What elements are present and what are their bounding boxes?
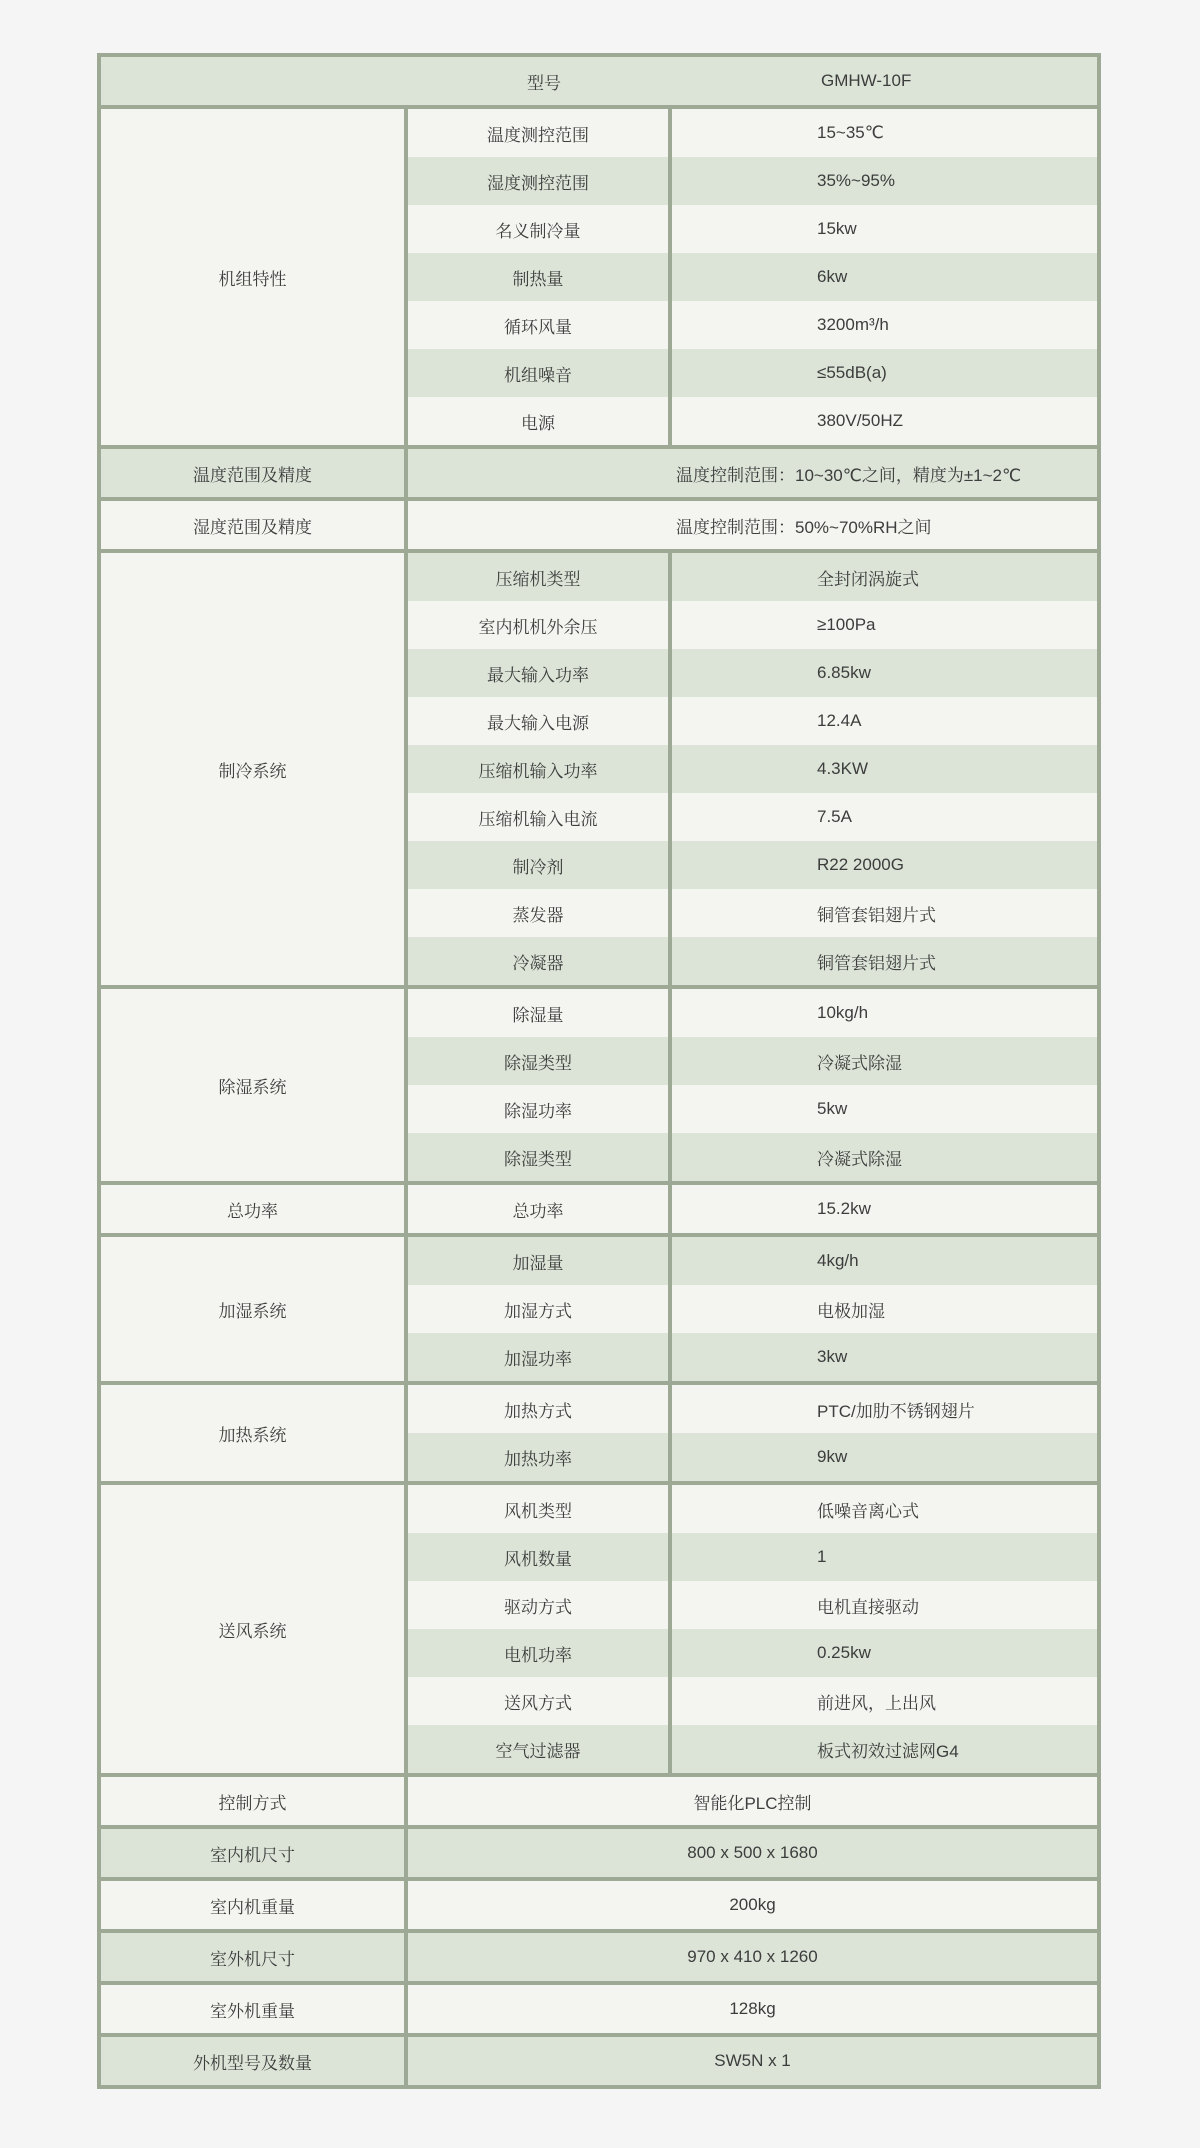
spec-row [408,109,1097,157]
spec-value: 1 [817,1547,827,1566]
section-temp-range-precision [101,445,1097,497]
table-header-row [101,57,1097,105]
section-rows [408,449,1097,497]
spec-value: 9kw [817,1447,848,1466]
spec-row [408,1985,1097,2033]
section-title-humidity-range-precision: 湿度范围及精度 [101,501,408,549]
spec-row [408,1385,1097,1433]
section-title-outdoor-unit-dimensions: 室外机尺寸 [101,1933,408,1981]
spec-value: 铜管套铝翅片式 [817,905,936,925]
spec-row [408,697,1097,745]
section-rows [408,1985,1097,2033]
section-title-unit-features: 机组特性 [101,109,408,445]
spec-value: 128kg [729,1999,776,2018]
spec-value: 0.25kw [817,1643,871,1662]
section-title-total-power: 总功率 [101,1185,408,1233]
spec-table [97,53,1101,2089]
spec-row [408,501,1097,549]
spec-row [408,889,1097,937]
section-outdoor-unit-model-quantity [101,2033,1097,2085]
section-dehumidification-system [101,985,1097,1181]
spec-label: 最大输入电源 [408,697,672,745]
spec-label: 室内机机外余压 [408,601,672,649]
spec-value: 15~35℃ [817,123,884,142]
section-rows [408,2037,1097,2085]
spec-value: 4.3KW [817,759,869,778]
spec-label: 加湿方式 [408,1285,672,1333]
spec-row [408,349,1097,397]
spec-value: ≤55dB(a) [817,363,887,382]
spec-value: 12.4A [817,711,862,730]
section-rows [408,1237,1097,1381]
section-heating-system [101,1381,1097,1481]
section-humidity-range-precision [101,497,1097,549]
spec-label: 加湿功率 [408,1333,672,1381]
spec-row [408,2037,1097,2085]
spec-value: 电机直接驱动 [817,1597,919,1617]
spec-row [408,793,1097,841]
spec-label: 循环风量 [408,301,672,349]
spec-value: 前进风，上出风 [817,1693,936,1713]
spec-row [408,205,1097,253]
spec-row [408,1829,1097,1877]
spec-value: 全封闭涡旋式 [817,569,919,589]
spec-value: R22 2000G [817,855,904,874]
spec-row [408,1777,1097,1825]
section-rows [408,1185,1097,1233]
spec-row [408,1237,1097,1285]
spec-row [408,1433,1097,1481]
section-title-cooling-system: 制冷系统 [101,553,408,985]
section-title-temp-range-precision: 温度范围及精度 [101,449,408,497]
spec-value: 380V/50HZ [817,411,903,430]
spec-row [408,1333,1097,1381]
spec-value: 6kw [817,267,848,286]
spec-row [408,937,1097,985]
section-control-method [101,1773,1097,1825]
spec-row [408,1881,1097,1929]
spec-label: 加湿量 [408,1237,672,1285]
spec-row [408,157,1097,205]
section-cooling-system [101,549,1097,985]
spec-value: 板式初效过滤网G4 [817,1741,959,1761]
section-rows [408,1777,1097,1825]
spec-row [408,1085,1097,1133]
spec-row [408,1725,1097,1773]
section-rows [408,501,1097,549]
spec-label: 电源 [408,397,672,445]
spec-value: 970 x 410 x 1260 [687,1947,818,1966]
section-rows [408,1881,1097,1929]
spec-label: 最大输入功率 [408,649,672,697]
spec-value: 800 x 500 x 1680 [687,1843,818,1862]
spec-label: 加热功率 [408,1433,672,1481]
spec-label: 风机数量 [408,1533,672,1581]
spec-value: SW5N x 1 [714,2051,791,2070]
section-rows [408,553,1097,985]
spec-label: 除湿量 [408,989,672,1037]
spec-value: 15.2kw [817,1199,871,1218]
spec-label: 驱动方式 [408,1581,672,1629]
spec-row [408,1285,1097,1333]
section-rows [408,1933,1097,1981]
spec-row [408,301,1097,349]
section-title-outdoor-unit-weight: 室外机重量 [101,1985,408,2033]
spec-row [408,1533,1097,1581]
spec-value: 4kg/h [817,1251,859,1270]
model-value: GMHW-10F [821,71,912,90]
spec-value: 冷凝式除湿 [817,1053,902,1073]
spec-label: 送风方式 [408,1677,672,1725]
spec-row [408,1933,1097,1981]
spec-row [408,649,1097,697]
spec-value: 低噪音离心式 [817,1501,919,1521]
spec-value: 冷凝式除湿 [817,1149,902,1169]
spec-row [408,841,1097,889]
section-title-outdoor-unit-model-quantity: 外机型号及数量 [101,2037,408,2085]
spec-label: 机组噪音 [408,349,672,397]
spec-value: 35%~95% [817,171,895,190]
spec-row [408,449,1097,497]
spec-value: 7.5A [817,807,852,826]
spec-row [408,1581,1097,1629]
spec-row [408,553,1097,601]
spec-label: 压缩机类型 [408,553,672,601]
section-title-heating-system: 加热系统 [101,1385,408,1481]
section-unit-features [101,105,1097,445]
model-label: 型号 [527,73,561,93]
spec-row [408,601,1097,649]
spec-label: 压缩机输入电流 [408,793,672,841]
section-outdoor-unit-dimensions [101,1929,1097,1981]
spec-label: 温度测控范围 [408,109,672,157]
spec-row [408,397,1097,445]
header-spacer [101,57,412,105]
spec-label: 除湿类型 [408,1133,672,1181]
spec-label: 制冷剂 [408,841,672,889]
section-title-dehumidification-system: 除湿系统 [101,989,408,1181]
spec-value: 3200m³/h [817,315,889,334]
spec-value: 5kw [817,1099,848,1118]
spec-label: 加热方式 [408,1385,672,1433]
spec-value: 电极加湿 [817,1301,885,1321]
section-title-indoor-unit-weight: 室内机重量 [101,1881,408,1929]
spec-value: 温度控制范围：10~30℃之间，精度为±1~2℃ [676,465,1022,485]
section-title-humidification-system: 加湿系统 [101,1237,408,1381]
section-title-indoor-unit-dimensions: 室内机尺寸 [101,1829,408,1877]
spec-row [408,1037,1097,1085]
section-indoor-unit-dimensions [101,1825,1097,1877]
spec-label: 空气过滤器 [408,1725,672,1773]
section-title-air-supply-system: 送风系统 [101,1485,408,1773]
spec-label: 总功率 [408,1185,672,1233]
section-rows [408,1385,1097,1481]
section-rows [408,1485,1097,1773]
section-humidification-system [101,1233,1097,1381]
spec-label: 名义制冷量 [408,205,672,253]
spec-value: PTC/加肋不锈钢翅片 [817,1401,975,1421]
spec-label: 湿度测控范围 [408,157,672,205]
spec-value: 10kg/h [817,1003,869,1022]
section-rows [408,109,1097,445]
spec-value: 200kg [729,1895,776,1914]
spec-row [408,1185,1097,1233]
spec-value: 智能化PLC控制 [693,1793,812,1813]
spec-value: ≥100Pa [817,615,876,634]
spec-label: 除湿类型 [408,1037,672,1085]
spec-label: 制热量 [408,253,672,301]
spec-row [408,1485,1097,1533]
spec-label: 风机类型 [408,1485,672,1533]
spec-value: 6.85kw [817,663,871,682]
spec-label: 电机功率 [408,1629,672,1677]
spec-value: 铜管套铝翅片式 [817,953,936,973]
spec-label: 除湿功率 [408,1085,672,1133]
section-total-power [101,1181,1097,1233]
spec-value: 15kw [817,219,857,238]
spec-row [408,745,1097,793]
section-outdoor-unit-weight [101,1981,1097,2033]
spec-label: 冷凝器 [408,937,672,985]
spec-row [408,253,1097,301]
spec-row [408,1677,1097,1725]
spec-row [408,989,1097,1037]
section-air-supply-system [101,1481,1097,1773]
spec-value: 3kw [817,1347,848,1366]
spec-label: 压缩机输入功率 [408,745,672,793]
spec-row [408,1133,1097,1181]
section-indoor-unit-weight [101,1877,1097,1929]
section-rows [408,1829,1097,1877]
spec-row [408,1629,1097,1677]
spec-value: 温度控制范围：50%~70%RH之间 [676,517,932,537]
section-rows [408,989,1097,1181]
spec-label: 蒸发器 [408,889,672,937]
section-title-control-method: 控制方式 [101,1777,408,1825]
